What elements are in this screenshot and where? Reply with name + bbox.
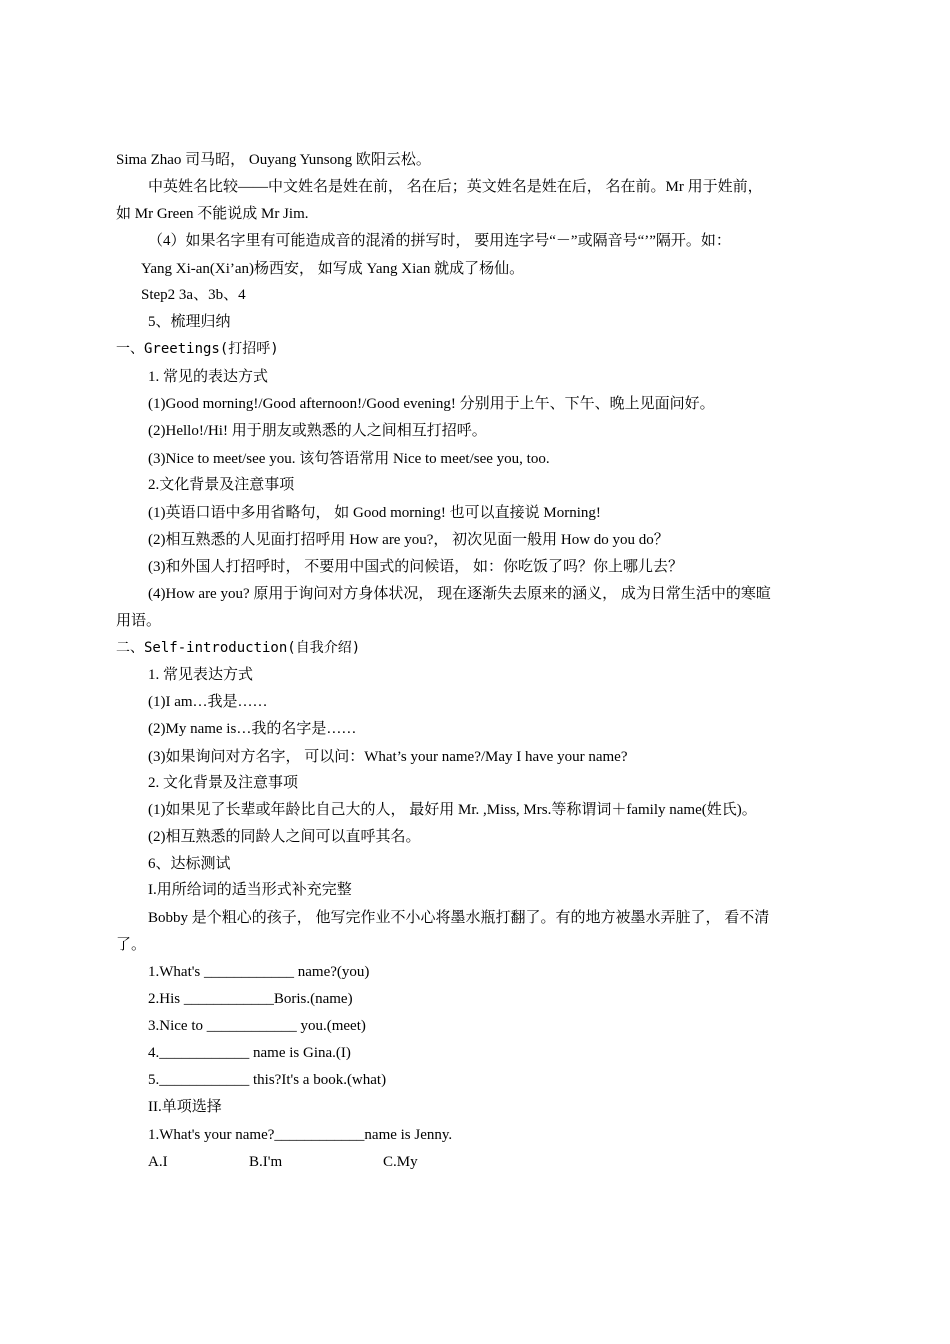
text-line: 了。 xyxy=(116,937,147,953)
text-line: 用语。 xyxy=(116,613,162,629)
text-line: (2)My name is…我的名字是…… xyxy=(148,721,357,737)
text-line: (3)和外国人打招呼时， 不要用中国式的问候语， 如：你吃饭了吗？你上哪儿去？ xyxy=(148,559,683,575)
text-line: 中英姓名比较——中文姓名是姓在前， 名在后；英文姓名是姓在后， 名在前。Mr 用于姓前， xyxy=(148,179,763,195)
text-line: (2)相互熟悉的同龄人之间可以直呼其名。 xyxy=(148,829,421,845)
text-line: Step2 3a、3b、4 xyxy=(141,287,246,303)
text-line: 2. 文化背景及注意事项 xyxy=(148,775,299,791)
exercise-item: 5.____________ this?It's a book.(what) xyxy=(148,1072,387,1088)
section-heading: 二、Self-introduction(自我介绍) xyxy=(116,640,361,656)
text-line: Yang Xi-an(Xi’an)杨西安， 如写成 Yang Xian 就成了杨仙。 xyxy=(141,261,525,277)
text-line: I.用所给词的适当形式补充完整 xyxy=(148,882,352,898)
exercise-item: 1.What's ____________ name?(you) xyxy=(148,964,370,980)
text-line: (3)Nice to meet/see you. 该句答语常用 Nice to meet/see you, too. xyxy=(148,451,550,467)
exercise-item: 2.His ____________Boris.(name) xyxy=(148,991,353,1007)
text-line: II.单项选择 xyxy=(148,1099,222,1115)
section-heading: 一、Greetings(打招呼) xyxy=(116,341,279,357)
text-line: （4）如果名字里有可能造成音的混淆的拼写时， 要用连字号“－”或隔音号“’”隔开。如： xyxy=(148,233,731,249)
option-b: B.I'm xyxy=(249,1154,283,1170)
text-line: (1)英语口语中多用省略句， 如 Good morning! 也可以直接说 Morning! xyxy=(148,505,601,521)
text-line: 1. 常见表达方式 xyxy=(148,667,254,683)
text-line: (3)如果询问对方名字， 可以问：What’s your name?/May I have your name? xyxy=(148,749,628,765)
text-line: Sima Zhao 司马昭， Ouyang Yunsong 欧阳云松。 xyxy=(116,152,431,168)
text-line: 1. 常见的表达方式 xyxy=(148,369,269,385)
option-a: A.I xyxy=(148,1154,168,1170)
text-line: 6、达标测试 xyxy=(148,856,231,872)
option-c: C.My xyxy=(383,1154,418,1170)
text-line: (4)How are you? 原用于询问对方身体状况， 现在逐渐失去原来的涵义， 成为日常生活中的寒暄 xyxy=(148,586,771,602)
text-line: (2)相互熟悉的人见面打招呼用 How are you?， 初次见面一般用 How do you do？ xyxy=(148,532,669,548)
text-line: 5、梳理归纳 xyxy=(148,314,231,330)
exercise-item: 3.Nice to ____________ you.(meet) xyxy=(148,1018,366,1034)
text-line: (2)Hello!/Hi! 用于朋友或熟悉的人之间相互打招呼。 xyxy=(148,423,487,439)
text-line: (1)Good morning!/Good afternoon!/Good evening! 分别用于上午、下午、晚上见面问好。 xyxy=(148,396,715,412)
text-line: (1)如果见了长辈或年龄比自己大的人， 最好用 Mr. ,Miss, Mrs.等称谓词＋family name(姓氏)。 xyxy=(148,802,757,818)
exercise-item: 1.What's your name?____________name is Jenny. xyxy=(148,1127,453,1143)
exercise-item: 4.____________ name is Gina.(I) xyxy=(148,1045,351,1061)
text-line: (1)I am…我是…… xyxy=(148,694,268,710)
text-line: Bobby 是个粗心的孩子， 他写完作业不小心将墨水瓶打翻了。有的地方被墨水弄脏了， 看不清 xyxy=(148,910,770,926)
text-line: 2.文化背景及注意事项 xyxy=(148,477,295,493)
text-line: 如 Mr Green 不能说成 Mr Jim. xyxy=(116,206,309,222)
